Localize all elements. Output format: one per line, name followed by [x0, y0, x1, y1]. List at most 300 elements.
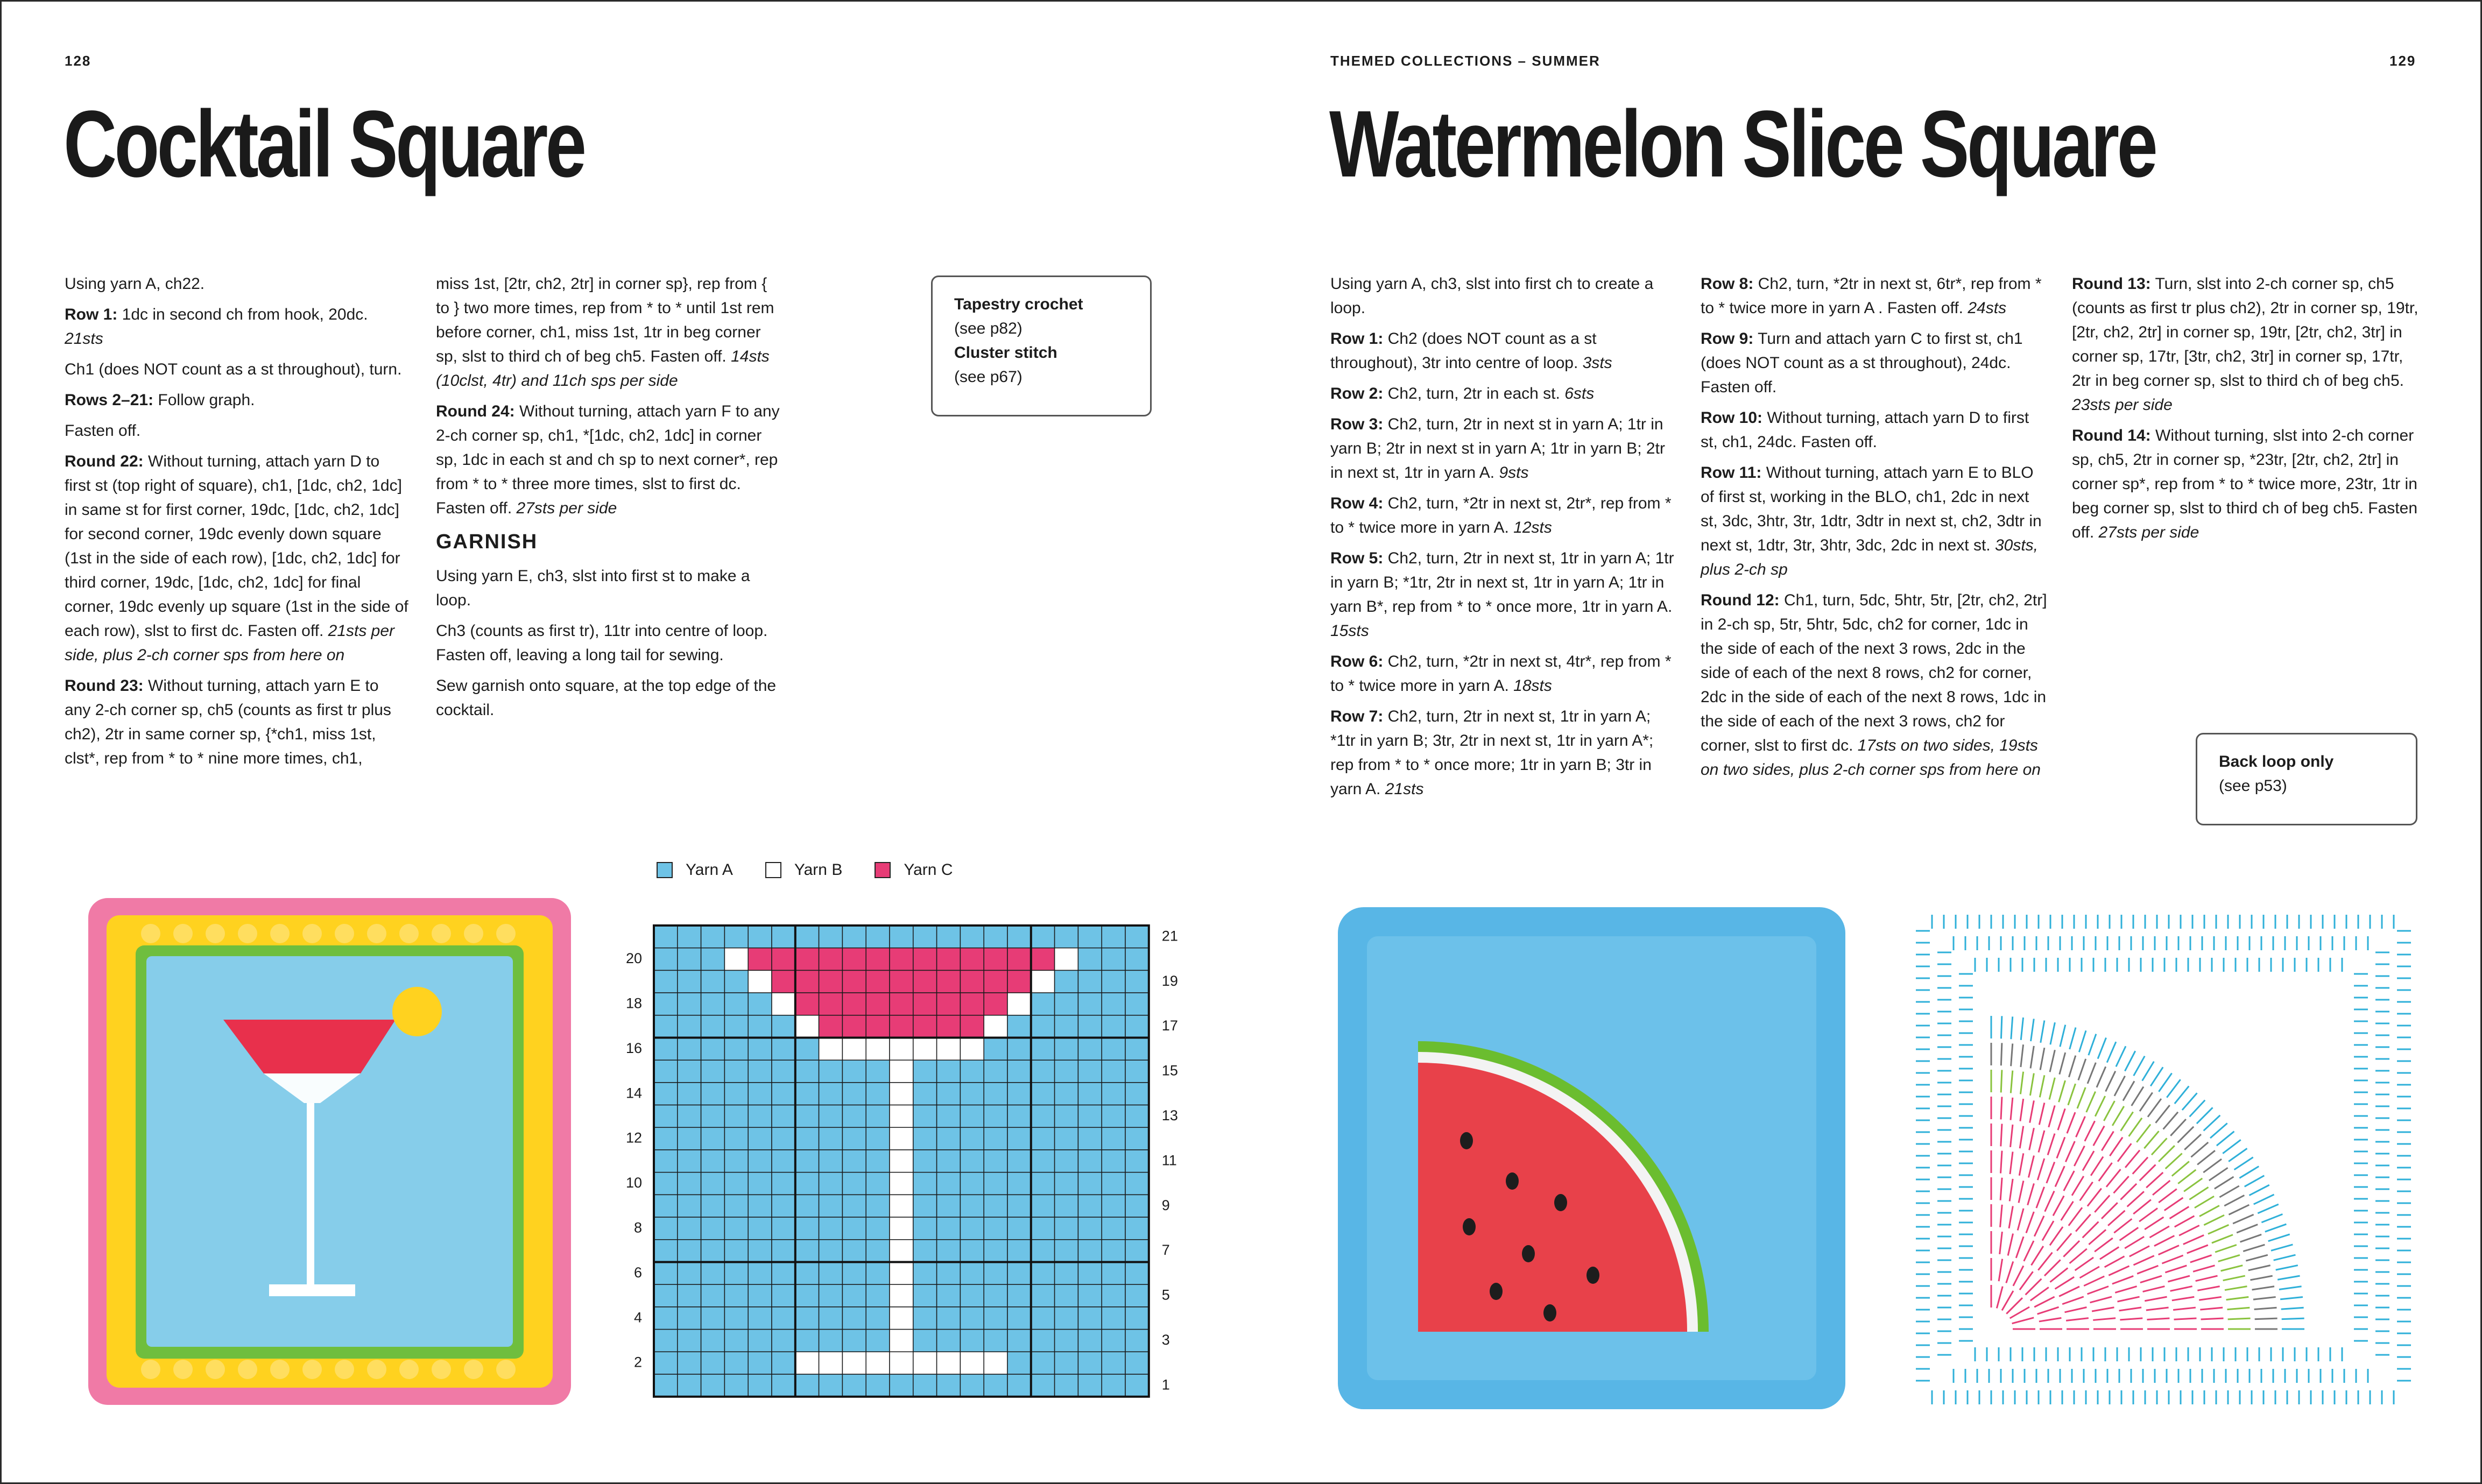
graph-cell — [937, 925, 961, 948]
graph-cell — [701, 1284, 725, 1307]
instruction-paragraph: Row 10: Without turning, attach yarn D to first st, ch1, 24dc. Fasten off. — [1701, 409, 2029, 451]
graph-cell — [1125, 1150, 1149, 1172]
graph-cell — [1078, 1307, 1102, 1330]
stitch-mark — [2088, 1063, 2096, 1084]
graph-cell — [890, 1150, 913, 1172]
graph-cell — [701, 1083, 725, 1105]
graph-cell — [819, 1172, 843, 1195]
graph-cell — [890, 1352, 913, 1374]
graph-cell — [1031, 1240, 1055, 1262]
graph-cell — [866, 1038, 890, 1061]
stitch-mark — [2086, 1092, 2096, 1112]
graph-cell — [866, 1262, 890, 1285]
stitch-mark — [2179, 1225, 2199, 1235]
graph-cell — [842, 970, 866, 993]
graph-cell — [772, 925, 795, 948]
stitch-mark — [2028, 1183, 2034, 1205]
stitch-mark — [2203, 1159, 2222, 1172]
graph-cell — [890, 1083, 913, 1105]
stitch-mark — [2000, 1178, 2002, 1200]
stitch-mark — [2020, 1072, 2023, 1094]
graph-cell — [1078, 1330, 1102, 1352]
stitch-mark — [2050, 1050, 2055, 1072]
stitch-mark — [2039, 1318, 2061, 1322]
graph-cell — [937, 1060, 961, 1083]
instruction-paragraph: Using yarn E, ch3, slst into first st to make a loop. — [436, 567, 750, 609]
stitch-mark — [2177, 1127, 2194, 1143]
stitch-mark — [2070, 1249, 2087, 1263]
stitch-mark — [2173, 1308, 2196, 1310]
graph-grid — [654, 925, 1149, 1397]
instruction-paragraph: Round 24: Without turning, attach yarn F to any 2-ch corner sp, ch1, *[1dc, ch2, 1dc] in corner sp, 1dc in each st and ch sp to next corner*, rep from * to * three more times, slst to first dc. Fasten off. 27sts per side — [436, 402, 780, 517]
stitch-mark — [2021, 1017, 2023, 1040]
stitch-mark — [2089, 1229, 2106, 1245]
reference-page: (see p53) — [2219, 777, 2287, 795]
graph-cell — [866, 925, 890, 948]
graph-cell — [866, 1374, 890, 1397]
graph-cell — [866, 1105, 890, 1128]
graph-cell — [937, 1240, 961, 1262]
graph-cell — [960, 1330, 984, 1352]
graph-cell — [1102, 1015, 1125, 1038]
stitch-mark — [2254, 1195, 2274, 1204]
stitch-mark — [2020, 1099, 2023, 1121]
stitch-mark — [2172, 1161, 2189, 1176]
stitch-mark — [2250, 1276, 2272, 1280]
graph-cell — [913, 1105, 937, 1128]
instruction-paragraph: Row 9: Turn and attach yarn C to first st, ch1 (does NOT count as a st throughout), 24dc. Fasten off. — [1701, 330, 2023, 396]
graph-cell — [772, 1330, 795, 1352]
graph-cell — [890, 1015, 913, 1038]
graph-cell — [654, 1015, 678, 1038]
stitch-mark — [2248, 1266, 2271, 1270]
instruction-paragraph: Round 12: Ch1, turn, 5dc, 5htr, 5tr, [2tr, ch2, 2tr] in 2-ch sp, 5tr, 5htr, 5dc, ch2 for corner, 1dc in the side of each of the next 3 rows, 2dc in the side of each of the next 8 rows, ch2 for corner, 2dc in the side of each of the next 8 rows, 1dc in the side of each of the next 3 rows, ch2 for corner, slst to first dc. 17sts on two sides, 19sts on two sides, plus 2-ch corner sps from here on — [1701, 591, 2047, 779]
stitch-mark — [2000, 1232, 2002, 1254]
stitch-mark — [2140, 1276, 2162, 1282]
graph-cell — [890, 1240, 913, 1262]
graph-cell — [913, 1150, 937, 1172]
instruction-paragraph: Using yarn A, ch22. — [65, 275, 205, 293]
graph-cell — [678, 1195, 701, 1217]
running-head: THEMED COLLECTIONS – SUMMER — [1330, 53, 1600, 69]
graph-cell — [960, 1352, 984, 1374]
reference-title: Back loop only — [2219, 753, 2334, 771]
graph-row-label: 3 — [1161, 1331, 1170, 1348]
graph-cell — [748, 1284, 772, 1307]
graph-cell — [819, 925, 843, 948]
graph-cell — [654, 993, 678, 1015]
graph-row-label: 16 — [625, 1040, 642, 1056]
graph-cell — [1125, 1015, 1149, 1038]
graph-cell — [960, 1015, 984, 1038]
stitch-mark — [2197, 1150, 2215, 1164]
stitch-mark — [2279, 1287, 2302, 1290]
swatch-yarn-c — [875, 862, 891, 878]
stitch-mark — [2050, 1022, 2055, 1044]
graph-cell — [960, 948, 984, 971]
page-number-left: 128 — [65, 53, 91, 69]
stitch-mark — [2145, 1297, 2167, 1301]
instruction-paragraph: Sew garnish onto square, at the top edge of the cocktail. — [436, 677, 777, 719]
graph-cell — [1078, 1374, 1102, 1397]
glass-foot — [269, 1284, 355, 1296]
graph-cell — [1007, 1307, 1031, 1330]
stitch-mark — [2149, 1226, 2169, 1238]
stitch-mark — [2074, 1146, 2084, 1166]
graph-cell — [984, 1038, 1007, 1061]
graph-row-label: 20 — [625, 950, 642, 967]
stitch-mark — [2105, 1256, 2125, 1267]
graph-cell — [701, 1038, 725, 1061]
page-title-left: Cocktail Square — [64, 91, 584, 197]
stitch-mark — [2274, 1255, 2296, 1260]
graph-cell — [984, 948, 1007, 971]
stitch-diagram — [1905, 904, 2422, 1415]
graph-cell — [654, 1352, 678, 1374]
stitch-mark — [2031, 1019, 2034, 1041]
graph-cell — [795, 1150, 819, 1172]
graph-cell — [772, 970, 795, 993]
graph-cell — [1031, 1105, 1055, 1128]
stitch-mark — [2075, 1257, 2093, 1270]
stitch-mark — [2072, 1176, 2084, 1196]
stitch-mark — [2088, 1189, 2102, 1206]
swatch-yarn-a — [657, 862, 673, 878]
stitch-mark — [2204, 1215, 2224, 1225]
stitch-mark — [2243, 1245, 2265, 1251]
graph-cell — [1007, 1284, 1031, 1307]
graph-cell — [984, 1083, 1007, 1105]
graph-cell — [1055, 1240, 1078, 1262]
stitch-mark — [2237, 1225, 2258, 1233]
graph-cell — [772, 1127, 795, 1150]
graph-cell — [772, 1240, 795, 1262]
graph-cell — [748, 1105, 772, 1128]
graph-row-label: 8 — [633, 1219, 642, 1236]
graph-cell — [1007, 1195, 1031, 1217]
stitch-mark — [2026, 1212, 2034, 1233]
graph-cell — [913, 1217, 937, 1240]
graph-cell — [984, 970, 1007, 993]
stitch-mark — [2162, 1255, 2183, 1263]
stitch-mark — [2152, 1138, 2167, 1155]
graph-cell — [772, 1307, 795, 1330]
stitch-mark — [2083, 1222, 2099, 1238]
graph-row-label: 18 — [625, 995, 642, 1012]
graph-cell — [1007, 1127, 1031, 1150]
graph-cell — [1031, 1015, 1055, 1038]
graph-cell — [1102, 1172, 1125, 1195]
stitch-mark — [2167, 1079, 2180, 1097]
graph-cell — [795, 925, 819, 948]
graph-cell — [819, 993, 843, 1015]
graph-cell — [1007, 993, 1031, 1015]
stitch-mark — [2123, 1081, 2134, 1100]
graph-cell — [701, 948, 725, 971]
graph-cell — [1007, 1038, 1031, 1061]
graph-cell — [654, 948, 678, 971]
stitch-mark — [2112, 1106, 2124, 1126]
graph-cell — [1007, 1105, 1031, 1128]
graph-cell — [772, 1083, 795, 1105]
graph-cell — [819, 1217, 843, 1240]
graph-cell — [1078, 1217, 1102, 1240]
stitch-mark — [2050, 1227, 2063, 1245]
stitch-mark — [2083, 1151, 2094, 1170]
graph-cell — [724, 1150, 748, 1172]
reference-page: (see p82) — [954, 320, 1023, 337]
graph-cell — [984, 1105, 1007, 1128]
graph-cell — [772, 1284, 795, 1307]
stitch-mark — [2120, 1184, 2137, 1200]
graph-cell — [724, 1240, 748, 1262]
graph-cell — [984, 1330, 1007, 1352]
graph-cell — [819, 1195, 843, 1217]
graph-cell — [984, 925, 1007, 948]
instruction-paragraph: Row 6: Ch2, turn, *2tr in next st, 4tr*, rep from * to * twice more in yarn A. 18sts — [1330, 653, 1672, 695]
stitch-mark — [2193, 1266, 2215, 1271]
stitch-mark — [2009, 1206, 2013, 1228]
graph-cell — [1102, 1195, 1125, 1217]
graph-cell — [748, 1083, 772, 1105]
stitch-mark — [2140, 1092, 2153, 1111]
graph-cell — [913, 948, 937, 971]
graph-cell — [890, 925, 913, 948]
graph-cell — [654, 1217, 678, 1240]
graph-cell — [701, 1217, 725, 1240]
legend-item-yarn-a: Yarn A — [657, 861, 733, 879]
stitch-mark — [2175, 1086, 2189, 1104]
stitch-mark — [2045, 1191, 2054, 1211]
graph-cell — [724, 1038, 748, 1061]
stitch-mark — [2119, 1308, 2142, 1311]
stitch-mark — [2132, 1087, 2143, 1106]
stitch-mark — [2031, 1246, 2043, 1266]
graph-cell — [1078, 1195, 1102, 1217]
stitch-mark — [2159, 1073, 2171, 1092]
graph-cell — [795, 1038, 819, 1061]
stitch-mark — [2099, 1163, 2112, 1181]
stitch-mark — [2271, 1245, 2293, 1250]
graph-cell — [960, 1127, 984, 1150]
stitch-mark — [2088, 1287, 2109, 1294]
stitch-mark — [2146, 1308, 2169, 1310]
graph-cell — [819, 1307, 843, 1330]
graph-cell — [866, 1240, 890, 1262]
stitch-mark — [2011, 1071, 2012, 1093]
stitch-mark — [2142, 1062, 2154, 1081]
graph-cell — [1007, 1330, 1031, 1352]
graph-cell — [890, 1284, 913, 1307]
graph-row-label: 4 — [633, 1309, 642, 1326]
graph-cell — [701, 1015, 725, 1038]
graph-cell — [1078, 1105, 1102, 1128]
graph-cell — [984, 993, 1007, 1015]
graph-cell — [1102, 1038, 1125, 1061]
stitch-mark — [2137, 1125, 2150, 1142]
graph-cell — [913, 1330, 937, 1352]
instruction-paragraph: Round 22: Without turning, attach yarn D to first st (top right of square), ch1, [1dc, ch2, 1dc] in same st for first corner, 19dc, [1dc, ch2, 1dc] for second corner, 19dc evenly down square (1st in the side of each row), [1dc, ch2, 1dc] for third corner, 19dc, [1dc, ch2, 1dc] for final corner, 19dc evenly up square (1st in the side of each row), slst to first dc. Fasten off. 21sts per side, plus 2-ch corner sps from here on — [65, 453, 408, 664]
graph-cell — [1102, 1150, 1125, 1172]
graph-row-label: 10 — [625, 1175, 642, 1191]
graph-cell — [819, 1038, 843, 1061]
graph-cell — [842, 1262, 866, 1285]
stitch-mark — [2049, 1105, 2055, 1127]
stitch-mark — [2182, 1093, 2197, 1110]
graph-row-label: 7 — [1161, 1242, 1170, 1259]
stitch-mark — [2184, 1178, 2202, 1191]
stitch-mark — [2163, 1112, 2178, 1129]
stitch-mark — [2197, 1107, 2213, 1123]
graph-cell — [795, 1330, 819, 1352]
graph-cell — [654, 1307, 678, 1330]
graph-cell — [654, 1195, 678, 1217]
graph-row-label: 1 — [1161, 1376, 1170, 1393]
stitch-mark — [2048, 1134, 2055, 1155]
stitch-mark — [2040, 1075, 2044, 1097]
graph-cell — [1125, 1060, 1149, 1083]
graph-cell — [748, 1374, 772, 1397]
stitch-mark — [2125, 1150, 2140, 1168]
graph-cell — [1102, 1240, 1125, 1262]
graph-cell — [960, 1038, 984, 1061]
swatch-yarn-b — [765, 862, 781, 878]
stitch-mark — [2018, 1209, 2023, 1231]
graph-cell — [795, 948, 819, 971]
instruction-paragraph: Using yarn A, ch3, slst into first ch to create a loop. — [1330, 275, 1654, 317]
graph-cell — [819, 1352, 843, 1374]
stitch-mark — [2055, 1277, 2075, 1289]
stitch-mark — [2019, 1181, 2023, 1203]
stitch-mark — [2223, 1276, 2245, 1281]
graph-row-label: 6 — [633, 1264, 642, 1281]
graph-cell — [1102, 1217, 1125, 1240]
graph-cell — [1125, 970, 1149, 993]
graph-cell — [866, 1083, 890, 1105]
graph-cell — [678, 1015, 701, 1038]
graph-cell — [819, 970, 843, 993]
stitch-mark — [2187, 1245, 2208, 1253]
graph-cell — [701, 1307, 725, 1330]
graph-cell — [913, 925, 937, 948]
instruction-paragraph: Round 23: Without turning, attach yarn E to any 2-ch corner sp, ch5 (counts as first tr plus ch2), 2tr in same corner sp, {*ch1, miss 1st, clst*, rep from * to * nine more times, ch1, — [65, 677, 391, 767]
graph-cell — [724, 1015, 748, 1038]
graph-cell — [1125, 1240, 1149, 1262]
graph-cell — [913, 1060, 937, 1083]
graph-cell — [819, 1374, 843, 1397]
graph-cell — [1031, 1330, 1055, 1352]
graph-cell — [937, 1307, 961, 1330]
graph-cell — [1078, 1150, 1102, 1172]
graph-cell — [984, 1217, 1007, 1240]
graph-cell — [984, 1307, 1007, 1330]
graph-cell — [1055, 1127, 1078, 1150]
stitch-mark — [2064, 1171, 2075, 1191]
stitch-mark — [2170, 1207, 2189, 1219]
stitch-mark — [2060, 1052, 2065, 1075]
graph-row-label: 2 — [633, 1354, 642, 1370]
instruction-paragraph: Row 5: Ch2, turn, 2tr in next st, 1tr in yarn A; 1tr in yarn B; *1tr, 2tr in next st, 1tr in yarn A; 1tr in yarn B*, rep from * to * once more, 1tr in yarn A. 15sts — [1330, 549, 1674, 640]
graph-cell — [1102, 925, 1125, 948]
graph-row-labels-right — [1162, 928, 1178, 1393]
graph-cell — [678, 948, 701, 971]
graph-cell — [678, 1060, 701, 1083]
instruction-paragraph: Rows 2–21: Follow graph. — [65, 391, 255, 409]
graph-cell — [772, 1217, 795, 1240]
stitch-mark — [2229, 1205, 2249, 1214]
graph-cell — [678, 1217, 701, 1240]
graph-cell — [842, 1172, 866, 1195]
graph-cell — [913, 1284, 937, 1307]
graph-cell — [1007, 1240, 1031, 1262]
graph-cell — [701, 1262, 725, 1285]
stitch-mark — [2016, 1236, 2023, 1258]
stitch-mark — [2001, 1151, 2002, 1174]
graph-cell — [795, 1083, 819, 1105]
instruction-paragraph: Row 2: Ch2, turn, 2tr in each st. 6sts — [1330, 385, 1595, 402]
stitch-mark — [2196, 1276, 2218, 1281]
graph-cell — [842, 1284, 866, 1307]
stitch-mark — [2030, 1100, 2034, 1122]
stitch-mark — [2208, 1225, 2229, 1234]
stitch-mark — [2210, 1123, 2227, 1139]
graph-cell — [654, 1105, 678, 1128]
stitch-mark — [2006, 1261, 2013, 1283]
instruction-paragraph: Row 8: Ch2, turn, *2tr in next st, 6tr*, rep from * to * twice more in yarn A . Fasten off. 24sts — [1701, 275, 2042, 317]
graph-cell — [1078, 970, 1102, 993]
graph-cell — [772, 1060, 795, 1083]
graph-cell — [866, 1172, 890, 1195]
stitch-mark — [2217, 1132, 2234, 1146]
stitch-mark — [2114, 1219, 2132, 1233]
graph-cell — [772, 948, 795, 971]
stitch-mark — [2034, 1216, 2044, 1236]
page-title-right: Watermelon Slice Square — [1329, 91, 2156, 197]
stitch-mark — [2079, 1030, 2086, 1052]
stitch-mark — [2001, 1097, 2002, 1119]
graph-cell — [795, 1262, 819, 1285]
graph-cell — [1125, 1307, 1149, 1330]
graph-cell — [819, 1262, 843, 1285]
graph-row-label: 12 — [625, 1129, 642, 1146]
graph-cell — [842, 1038, 866, 1061]
stitch-mark — [2001, 1070, 2002, 1092]
stitch-mark — [2068, 1084, 2076, 1105]
stitch-mark — [2276, 1266, 2298, 1270]
graph-cell — [1031, 1374, 1055, 1397]
stitch-mark — [2009, 1179, 2013, 1202]
stitch-mark — [2280, 1297, 2303, 1299]
graph-cell — [1031, 1307, 1055, 1330]
instruction-paragraph: Ch1 (does NOT count as a st throughout), turn. — [65, 361, 402, 378]
graph-cell — [724, 1127, 748, 1150]
graph-cell — [678, 1240, 701, 1262]
graph-cell — [748, 970, 772, 993]
graph-cell — [1125, 1330, 1149, 1352]
graph-cell — [913, 1307, 937, 1330]
graph-cell — [1102, 993, 1125, 1015]
graph-cell — [1031, 1262, 1055, 1285]
graph-cell — [678, 993, 701, 1015]
graph-cell — [960, 993, 984, 1015]
stitch-mark — [2020, 1126, 2023, 1148]
graph-cell — [937, 1038, 961, 1061]
graph-cell — [842, 925, 866, 948]
graph-cell — [937, 1352, 961, 1374]
graph-cell — [1125, 1262, 1149, 1285]
stitch-mark — [2153, 1181, 2170, 1195]
graph-cell — [984, 1352, 1007, 1374]
